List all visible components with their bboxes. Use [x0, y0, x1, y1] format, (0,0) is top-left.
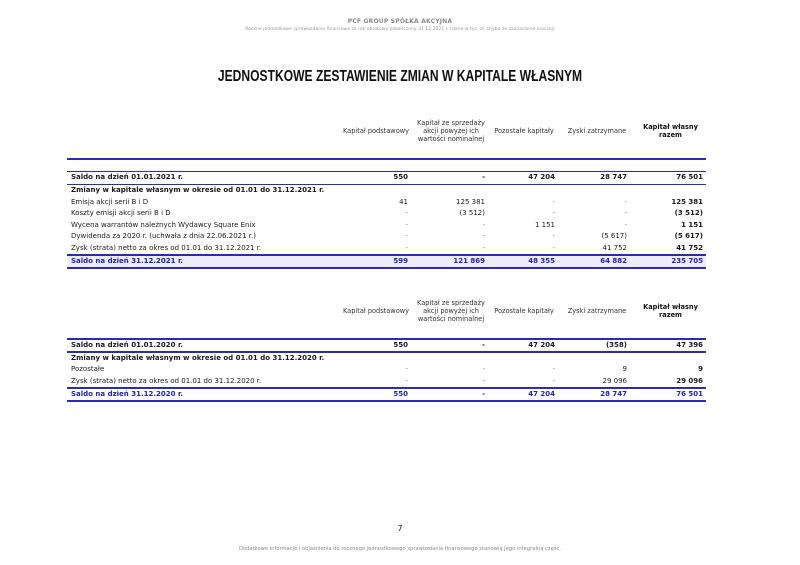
col-header-share-capital: Kapitał podstawowy [342, 126, 410, 135]
row-label: Emisja akcji serii B i D [71, 197, 149, 206]
row-label: Saldo na dzień 01.01.2020 r. [71, 340, 184, 349]
row-label: Saldo na dzień 01.01.2021 r. [71, 173, 184, 181]
col-header-retained-earnings: Zyski zatrzymane [567, 126, 627, 135]
cell: 1 151 [534, 220, 555, 229]
cell: 9 [622, 365, 627, 373]
cell: - [405, 243, 408, 252]
cell: - [482, 340, 485, 349]
row-label: Koszty emisji akcji serii B i D [71, 209, 171, 217]
col-header-share-capital: Kapitał podstawowy [342, 306, 410, 315]
cell: - [624, 197, 627, 206]
company-name: PCF GROUP SPÓŁKA AKCYJNA [347, 18, 453, 25]
opening-balance-row [67, 172, 706, 184]
row-label: Saldo na dzień 31.12.2020 r. [71, 389, 184, 398]
cell: 64 882 [600, 256, 627, 265]
cell: - [405, 376, 408, 385]
cell: - [482, 232, 485, 240]
cell: - [405, 232, 408, 240]
col-header-other-capital: Pozostałe kapitały [494, 126, 554, 135]
equity-table-2021 [67, 104, 706, 269]
cell: - [482, 243, 485, 252]
cell: 47 204 [528, 340, 555, 349]
cell: 41 [399, 197, 408, 206]
table-row [67, 197, 706, 209]
closing-balance-row [67, 389, 706, 401]
cell: - [405, 365, 408, 373]
report-subtitle: Roczne jednostkowe sprawozdanie finansowe za rok obrotowy zakończony 31.12.2021 r. (dane w tys. zł, chyba że zaznaczone inaczej) [245, 27, 555, 32]
cell: - [482, 389, 485, 398]
cell: 550 [393, 340, 408, 349]
cell: - [552, 232, 555, 240]
col-header-other-capital: Pozostałe kapitały [494, 306, 554, 315]
cell: 550 [393, 389, 408, 398]
cell: - [482, 173, 485, 181]
cell: 599 [393, 256, 408, 265]
section-label: Zmiany w kapitale własnym w okresie od 01.01 do 31.12.2021 r. [71, 186, 325, 194]
equity-table-2020 [67, 284, 706, 402]
col-header-retained-earnings: Zyski zatrzymane [567, 306, 627, 315]
row-label: Pozostałe [71, 365, 105, 373]
cell: 47 396 [676, 340, 703, 349]
cell: - [624, 209, 627, 217]
cell: 121 869 [453, 256, 485, 265]
cell: (3 512) [674, 209, 703, 217]
cell: (5 617) [674, 232, 703, 240]
table-header [67, 104, 706, 158]
section-heading-row [67, 185, 706, 197]
cell: - [552, 376, 555, 385]
cell: 29 096 [602, 376, 627, 385]
divider [67, 267, 706, 269]
table-row [67, 364, 706, 376]
cell: - [482, 376, 485, 385]
cell: - [552, 197, 555, 206]
opening-balance-row [67, 340, 706, 352]
col-header-total-equity: Kapitał własny razem [643, 122, 698, 139]
cell: 28 747 [600, 389, 627, 398]
cell: - [624, 220, 627, 229]
col-header-share-premium: Kapitał ze sprzedaży akcji powyżej ich wartości nominalnej [417, 298, 485, 324]
cell: 47 204 [528, 173, 555, 181]
row-label: Dywidenda za 2020 r. (uchwała z dnia 22.06.2021 r.) [71, 232, 256, 240]
col-header-total-equity: Kapitał własny razem [643, 302, 698, 319]
row-label: Zysk (strata) netto za okres od 01.01 do 31.12.2021 r. [71, 243, 262, 252]
cell: - [552, 243, 555, 252]
cell: - [405, 220, 408, 229]
cell: 28 747 [600, 173, 627, 181]
cell: 125 381 [671, 197, 703, 206]
cell: - [482, 365, 485, 373]
table-row [67, 208, 706, 220]
cell: - [552, 365, 555, 373]
cell: (5 617) [601, 232, 627, 240]
cell: - [482, 220, 485, 229]
table-row [67, 231, 706, 243]
cell: 76 501 [676, 389, 703, 398]
table-header [67, 284, 706, 338]
table-row [67, 220, 706, 232]
cell: - [405, 209, 408, 217]
cell: 1 151 [681, 220, 703, 229]
cell: 9 [698, 365, 703, 373]
cell: 235 705 [671, 256, 703, 265]
cell: (358) [605, 340, 627, 349]
cell: - [552, 209, 555, 217]
divider [67, 400, 706, 402]
page-title: JEDNOSTKOWE ZESTAWIENIE ZMIAN W KAPITALE WŁASNYM [217, 68, 583, 85]
cell: 41 752 [676, 243, 703, 252]
section-heading-row [67, 353, 706, 365]
row-label: Zysk (strata) netto za okres od 01.01 do 31.12.2020 r. [71, 376, 262, 385]
cell: (3 512) [459, 209, 485, 217]
section-label: Zmiany w kapitale własnym w okresie od 01.01 do 31.12.2020 r. [71, 353, 325, 362]
cell: 29 096 [676, 376, 703, 385]
cell: 48 355 [528, 256, 555, 265]
cell: 47 204 [528, 389, 555, 398]
row-label: Wycena warrantów należnych Wydawcy Square Enix [71, 220, 256, 229]
footer-note: Dodatkowe informacje i objaśnienia do rocznego jednostkowego sprawozdania finansowego stanowią jego integralną część. [238, 546, 562, 552]
col-header-share-premium: Kapitał ze sprzedaży akcji powyżej ich wartości nominalnej [417, 118, 485, 144]
table-row [67, 243, 706, 255]
closing-balance-row [67, 256, 706, 268]
row-label: Saldo na dzień 31.12.2021 r. [71, 256, 184, 265]
cell: 550 [393, 173, 408, 181]
cell: 76 501 [676, 173, 703, 181]
table-row [67, 376, 706, 388]
page-number: 7 [397, 524, 403, 533]
cell: 41 752 [602, 243, 627, 252]
cell: 125 381 [456, 197, 485, 206]
